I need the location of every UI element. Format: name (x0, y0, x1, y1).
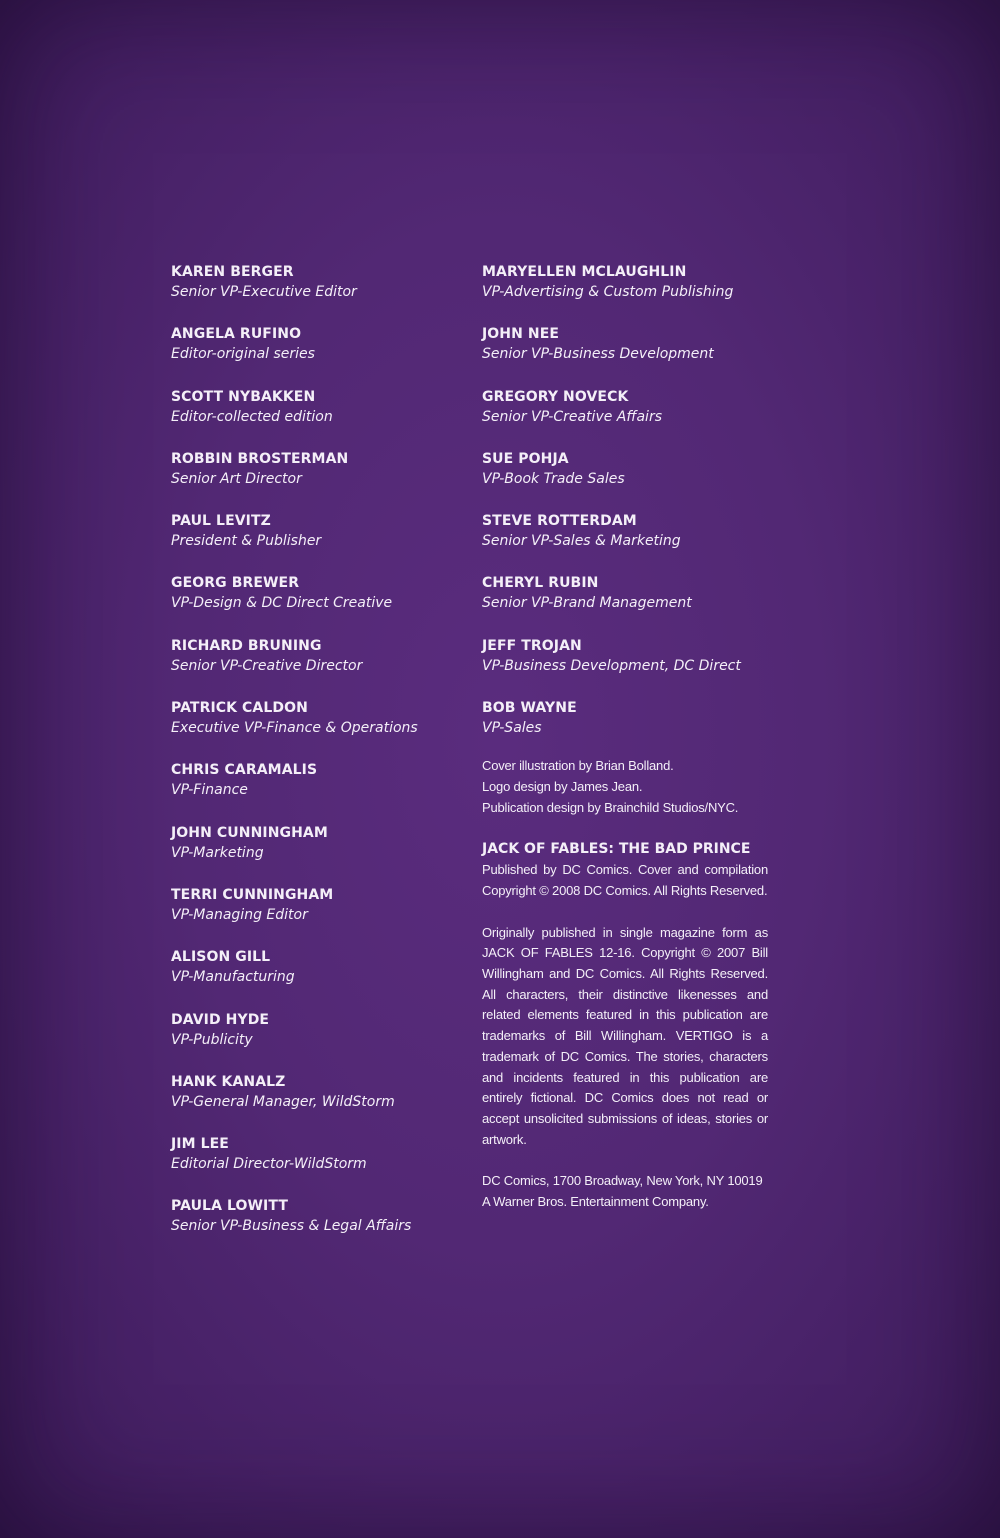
staff-name: PATRICK CALDON (171, 700, 308, 717)
staff-entry (482, 387, 768, 449)
staff-name: JOHN CUNNINGHAM (171, 824, 328, 841)
staff-role: Senior VP-Business & Legal Affairs (171, 1218, 412, 1235)
staff-name: MARYELLEN MCLAUGHLIN (482, 264, 687, 280)
staff-name: JIM LEE (171, 1136, 229, 1153)
staff-role: Senior VP-Creative Affairs (482, 408, 662, 425)
staff-role: Editor-original series (171, 346, 315, 363)
staff-role: VP-General Manager, WildStorm (171, 1093, 395, 1110)
staff-entry (482, 449, 768, 511)
staff-entry (171, 1072, 461, 1134)
publication-credit: Publication design by Brainchild Studios/NYC. (482, 799, 739, 815)
staff-entry (171, 1010, 461, 1072)
staff-role: Senior VP-Executive Editor (171, 284, 357, 300)
staff-entry (171, 636, 461, 698)
staff-entry (171, 885, 461, 947)
staff-role: VP-Managing Editor (171, 906, 308, 923)
staff-entry (171, 1134, 461, 1196)
staff-role: VP-Advertising & Custom Publishing (482, 284, 734, 300)
staff-name: GEORG BREWER (171, 575, 300, 592)
right-staff-column (482, 262, 768, 1213)
staff-role: Editor-collected edition (171, 408, 333, 425)
staff-entry (171, 573, 461, 635)
staff-name: CHERYL RUBIN (482, 575, 599, 592)
staff-entry (171, 324, 461, 386)
staff-entry (171, 387, 461, 449)
staff-entry (482, 262, 768, 324)
staff-entry (171, 262, 461, 324)
staff-role: Senior VP-Creative Director (171, 657, 363, 674)
staff-role: VP-Sales (482, 720, 542, 737)
staff-entry (482, 636, 768, 698)
staff-name: ALISON GILL (171, 949, 271, 966)
staff-entry (171, 511, 461, 573)
left-staff-column (171, 262, 461, 1259)
staff-role: Senior Art Director (171, 470, 302, 487)
original-publication-notice: Originally published in single magazine form as JACK OF FABLES 12-16. Copyright © 2007 Bill Willingham and DC Comics. All Rights Reserved. All characters, their distinctive likenesses and related elements featured in this publication are trademarks of Bill Willingham. VERTIGO is a trademark of DC Comics. The stories, characters and incidents featured in this publication are entirely fictional. DC Comics does not read or accept unsolicited submissions of ideas, stories or artwork. (482, 924, 768, 1147)
staff-entry (482, 698, 768, 760)
staff-entry (171, 823, 461, 885)
book-info (482, 839, 768, 901)
staff-entry (171, 449, 461, 511)
staff-role: Editorial Director-WildStorm (171, 1156, 367, 1173)
staff-name: STEVE ROTTERDAM (482, 513, 637, 530)
staff-name: RICHARD BRUNING (171, 637, 322, 654)
staff-role: VP-Finance (171, 782, 248, 799)
address-line: DC Comics, 1700 Broadway, New York, NY 10019 (482, 1173, 763, 1189)
staff-role: VP-Book Trade Sales (482, 470, 625, 487)
staff-name: TERRI CUNNINGHAM (171, 886, 334, 903)
staff-name: HANK KANALZ (171, 1073, 286, 1090)
staff-role: President & Publisher (171, 533, 322, 550)
staff-role: Senior VP-Brand Management (482, 595, 692, 612)
staff-entry (482, 573, 768, 635)
publisher-notice: Published by DC Comics. Cover and compilation Copyright © 2008 DC Comics. All Rights Reserved. (482, 862, 768, 898)
staff-entry (482, 324, 768, 386)
staff-entry (171, 760, 461, 822)
staff-role: Senior VP-Business Development (482, 346, 714, 363)
staff-name: CHRIS CARAMALIS (171, 762, 318, 779)
staff-role: VP-Design & DC Direct Creative (171, 595, 393, 612)
staff-role: VP-Marketing (171, 844, 264, 861)
staff-name: JOHN NEE (482, 326, 560, 343)
staff-name: KAREN BERGER (171, 264, 294, 280)
staff-entry (482, 511, 768, 573)
staff-name: PAULA LOWITT (171, 1198, 288, 1215)
staff-entry (171, 1196, 461, 1258)
cover-credit: Cover illustration by Brian Bolland. (482, 758, 674, 774)
design-credits (482, 756, 768, 818)
staff-entry (171, 947, 461, 1009)
staff-name: GREGORY NOVECK (482, 388, 629, 405)
staff-name: PAUL LEVITZ (171, 513, 271, 530)
logo-credit: Logo design by James Jean. (482, 779, 643, 795)
company-line: A Warner Bros. Entertainment Company. (482, 1194, 709, 1210)
staff-name: SUE POHJA (482, 450, 569, 467)
staff-name: ANGELA RUFINO (171, 326, 302, 343)
staff-entry (171, 698, 461, 760)
staff-name: ROBBIN BROSTERMAN (171, 450, 349, 467)
staff-role: VP-Business Development, DC Direct (482, 657, 741, 674)
book-title: JACK OF FABLES: THE BAD PRINCE (482, 841, 751, 858)
staff-role: Senior VP-Sales & Marketing (482, 533, 681, 550)
staff-name: BOB WAYNE (482, 700, 577, 717)
staff-name: DAVID HYDE (171, 1011, 270, 1028)
staff-name: JEFF TROJAN (482, 637, 582, 654)
staff-role: VP-Manufacturing (171, 969, 295, 986)
staff-name: SCOTT NYBAKKEN (171, 388, 316, 405)
staff-role: Executive VP-Finance & Operations (171, 720, 418, 737)
publisher-address (482, 1171, 768, 1212)
staff-role: VP-Publicity (171, 1031, 253, 1048)
